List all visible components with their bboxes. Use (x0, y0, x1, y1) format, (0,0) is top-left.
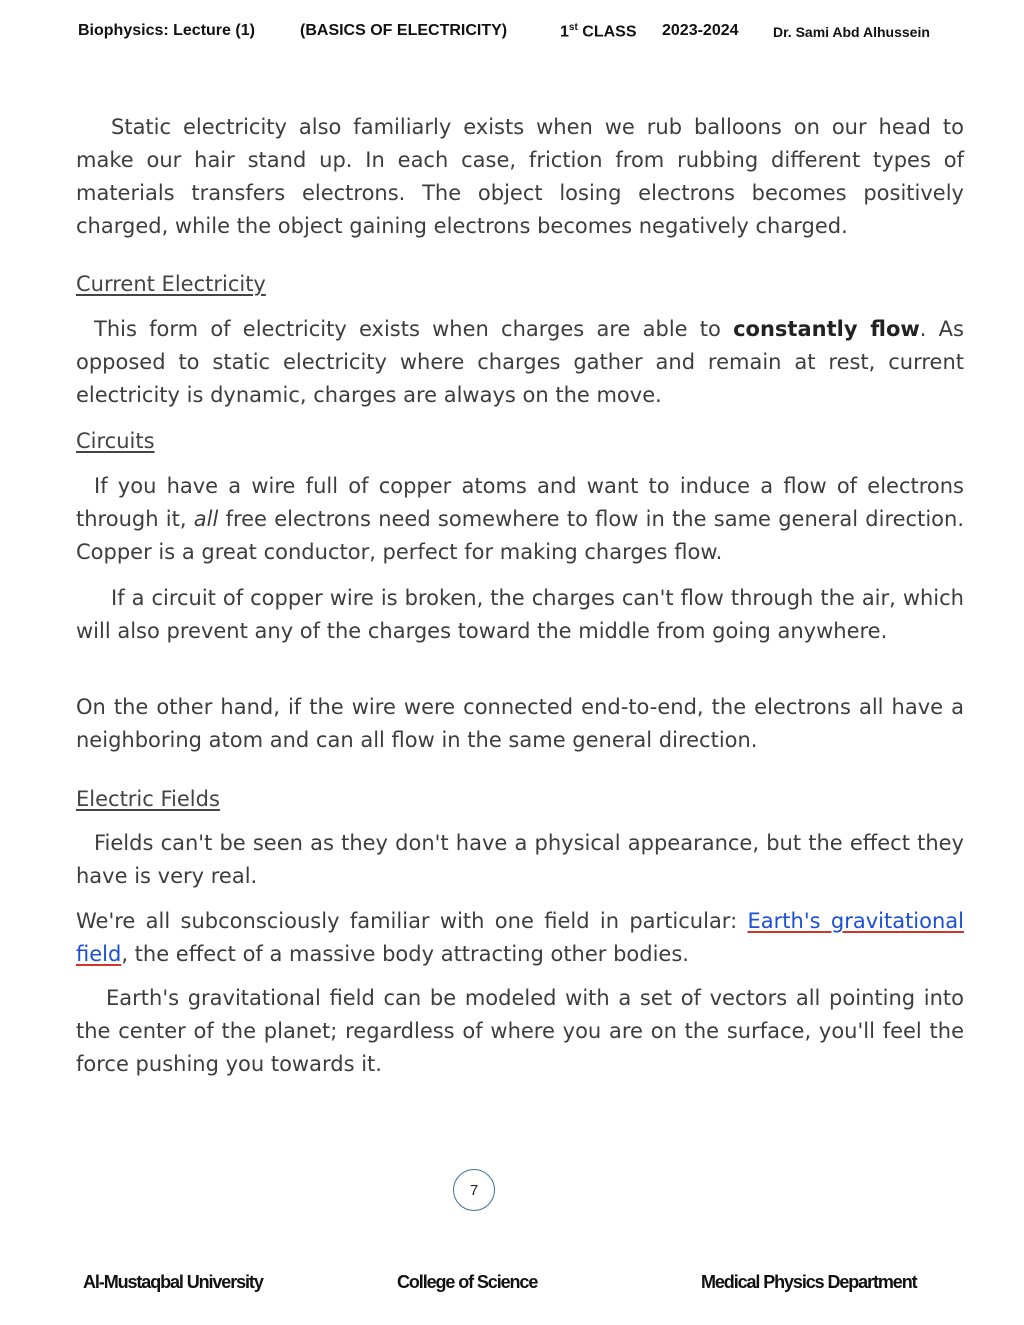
course-title: Biophysics: Lecture (1) (78, 22, 255, 39)
intro-section (76, 111, 964, 243)
circuits-section-3 (76, 691, 964, 757)
circuits-paragraph-1: If you have a wire full of copper atoms and want to induce a flow of electrons through it, all free electrons need somewhere to flow in the same general direction. Copper is a great conductor, perfect for making charges flow. (76, 474, 964, 564)
author-name: Dr. Sami Abd Alhussein (773, 24, 930, 40)
footer-college: College of Science (397, 1272, 538, 1292)
page-header (78, 22, 958, 46)
fields-section-2 (76, 905, 964, 971)
circuits-paragraph-2: If a circuit of copper wire is broken, the charges can't flow through the air, which will also prevent any of the charges toward the middle from going anywhere. (76, 586, 964, 643)
page-number: 7 (453, 1169, 495, 1211)
current-electricity-heading: Current Electricity (76, 272, 266, 296)
circuits-section-1 (76, 470, 964, 569)
static-paragraph: Static electricity also familiarly exists when we rub balloons on our head to make our hair stand up. In each case, friction from rubbing different types of materials transfers electrons. The object losing electrons becomes positively charged, while the object gaining electrons becomes negatively charged. (76, 115, 964, 238)
fields-paragraph-2: We're all subconsciously familiar with one field in particular: Earth's gravitational field, the effect of a massive body attracting other bodies. (76, 909, 964, 966)
fields-section-3 (76, 982, 964, 1081)
class-label: 1st CLASS (560, 22, 637, 41)
fields-paragraph-1: Fields can't be seen as they don't have a physical appearance, but the effect they have is very real. (76, 831, 964, 888)
fields-paragraph-3: Earth's gravitational field can be modeled with a set of vectors all pointing into the center of the planet; regardless of where you are on the surface, you'll feel the force pushing you towards it. (76, 986, 964, 1076)
circuits-paragraph-3: On the other hand, if the wire were connected end-to-end, the electrons all have a neighboring atom and can all flow in the same general direction. (76, 695, 964, 752)
current-section (76, 313, 964, 412)
circuits-section-2 (76, 582, 964, 648)
lecture-topic: (BASICS OF ELECTRICITY) (300, 22, 508, 39)
gravitational-field-link[interactable]: Earth's gravitational field (76, 909, 964, 966)
circuits-heading: Circuits (76, 429, 155, 453)
fields-section-1 (76, 827, 964, 893)
current-paragraph: This form of electricity exists when charges are able to constantly flow. As opposed to static electricity where charges gather and remain at rest, current electricity is dynamic, charges are always on the move. (76, 317, 964, 407)
footer-department: Medical Physics Department (701, 1272, 917, 1292)
footer-university: Al-Mustaqbal University (83, 1272, 263, 1292)
electric-fields-heading: Electric Fields (76, 787, 220, 811)
academic-year: 2023-2024 (662, 22, 739, 39)
